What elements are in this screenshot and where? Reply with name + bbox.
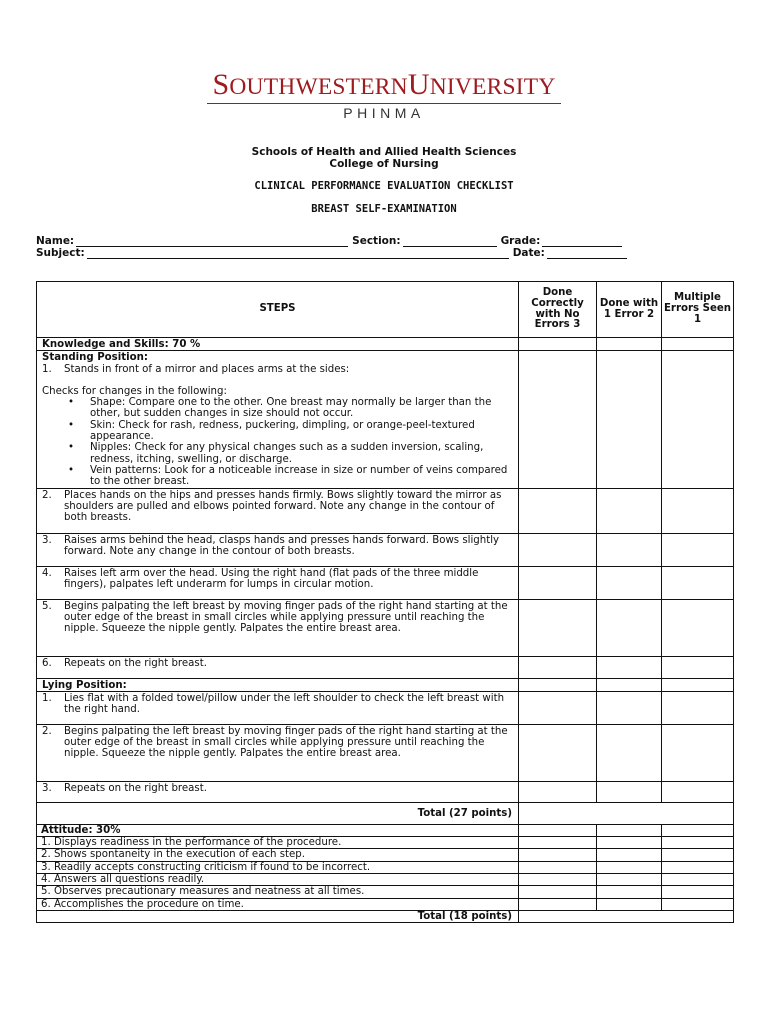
attitude-item: 5. Observes precautionary measures and neatness at all times.: [37, 886, 519, 898]
knowledge-skills-heading: Knowledge and Skills: 70 %: [37, 338, 519, 351]
table-row: [37, 566, 734, 599]
step-text: Stands in front of a mirror and places arms at the sides:: [64, 363, 350, 375]
lying-step-3: 3. Repeats on the right breast.: [37, 781, 519, 802]
score-cell-1[interactable]: [662, 338, 734, 351]
table-row: [37, 351, 734, 488]
score-cell-3[interactable]: [519, 488, 597, 533]
standing-step-4: 4. Raises left arm over the head. Using the right hand (flat pads of the three middle fingers), palpates left underarm for lumps in circular motion.: [37, 566, 519, 599]
score-cell-2[interactable]: [597, 533, 662, 566]
table-row: [37, 837, 734, 849]
grade-label: Grade:: [500, 235, 541, 247]
attitude-heading: Attitude: 30%: [37, 824, 519, 836]
total-18-score[interactable]: [519, 910, 734, 922]
score-cell-3[interactable]: [519, 874, 597, 886]
logo-divider: [207, 103, 561, 104]
table-row: [37, 533, 734, 566]
lying-position-heading: Lying Position:: [37, 678, 519, 691]
total-row: [37, 802, 734, 824]
section-field[interactable]: [403, 237, 497, 247]
score-cell-3[interactable]: [519, 599, 597, 656]
steps-header: STEPS: [37, 282, 519, 338]
score-cell-1[interactable]: [662, 874, 734, 886]
score-cell-3[interactable]: [519, 781, 597, 802]
score-cell-1[interactable]: [662, 837, 734, 849]
standing-step-1: [37, 351, 519, 488]
table-row: [37, 849, 734, 861]
evaluation-checklist-table: [36, 281, 734, 923]
table-row: [37, 824, 734, 836]
score-cell-1[interactable]: [662, 724, 734, 781]
table-row: [37, 886, 734, 898]
score-cell-1[interactable]: [662, 656, 734, 678]
lying-step-1: 1. Lies flat with a folded towel/pillow under the left shoulder to check the left breast with the right hand.: [37, 691, 519, 724]
standing-step-2: 2. Places hands on the hips and presses hands firmly. Bows slightly toward the mirror as shoulders are pulled and elbows pointed forward. Note any change in the contour of both breasts.: [37, 488, 519, 533]
standing-step-5: 5. Begins palpating the left breast by moving finger pads of the right hand starting at the outer edge of the breast in small circles while applying pressure until reaching the nipple. Squeeze the nipple gently. Palpates the entire breast area.: [37, 599, 519, 656]
date-label: Date:: [512, 247, 545, 259]
standing-step-3: 3. Raises arms behind the head, clasps hands and presses hands forward. Bows slightly forward. Note any change in the contour of both breasts.: [37, 533, 519, 566]
score-cell-2[interactable]: [597, 781, 662, 802]
score-cell-1[interactable]: [662, 599, 734, 656]
score-cell-1[interactable]: [662, 488, 734, 533]
attitude-item: 3. Readily accepts constructing criticism if found to be incorrect.: [37, 861, 519, 873]
score-cell-3[interactable]: [519, 849, 597, 861]
score-cell-3[interactable]: [519, 861, 597, 873]
table-row: [37, 656, 734, 678]
score-cell-1[interactable]: [662, 351, 734, 488]
score-cell-2[interactable]: [597, 566, 662, 599]
done-correctly-header: Done Correctly with No Errors 3: [519, 282, 597, 338]
table-header-row: [37, 282, 734, 338]
score-cell-2[interactable]: [597, 338, 662, 351]
score-cell-3[interactable]: [519, 898, 597, 910]
score-cell-2[interactable]: [597, 351, 662, 488]
score-cell-2[interactable]: [597, 874, 662, 886]
total-27-label: Total (27 points): [37, 802, 519, 824]
attitude-item: 4. Answers all questions readily.: [37, 874, 519, 886]
total-27-score[interactable]: [519, 802, 734, 824]
subject-field[interactable]: [87, 249, 509, 259]
score-cell-2[interactable]: [597, 886, 662, 898]
score-cell-2[interactable]: [597, 898, 662, 910]
table-row: [37, 898, 734, 910]
score-cell-2[interactable]: [597, 724, 662, 781]
one-error-header: Done with 1 Error 2: [597, 282, 662, 338]
score-cell-3[interactable]: [519, 338, 597, 351]
score-cell-3[interactable]: [519, 566, 597, 599]
score-cell-3[interactable]: [519, 724, 597, 781]
table-row: [37, 678, 734, 691]
score-cell-2[interactable]: [597, 824, 662, 836]
total-row: [37, 910, 734, 922]
score-cell-1[interactable]: [662, 781, 734, 802]
checks-intro: Checks for changes in the following:: [42, 385, 227, 397]
score-cell-1[interactable]: [662, 849, 734, 861]
score-cell-3[interactable]: [519, 351, 597, 488]
score-cell-1[interactable]: [662, 886, 734, 898]
grade-field[interactable]: [542, 237, 622, 247]
list-item: • Vein patterns: Look for a noticeable increase in size or number of veins compared to the other breast.: [68, 464, 508, 488]
step-number: 1.: [42, 363, 52, 375]
score-cell-2[interactable]: [597, 656, 662, 678]
university-logo: [203, 68, 565, 121]
name-field[interactable]: [76, 237, 348, 247]
list-item: • Shape: Compare one to the other. One breast may normally be larger than the other, but sudden changes in size should not occur.: [68, 397, 492, 420]
list-item: • Nipples: Check for any physical changes such as a sudden inversion, scaling, redness, itching, swelling, or discharge.: [68, 442, 484, 465]
section-label: Section:: [352, 235, 401, 247]
table-row: [37, 488, 734, 533]
attitude-item: 2. Shows spontaneity in the execution of each step.: [37, 849, 519, 861]
document-title: CLINICAL PERFORMANCE EVALUATION CHECKLIST: [254, 180, 514, 192]
score-cell-1[interactable]: [662, 533, 734, 566]
score-cell-3[interactable]: [519, 837, 597, 849]
table-row: [37, 861, 734, 873]
score-cell-3[interactable]: [519, 678, 597, 691]
score-cell-3[interactable]: [519, 824, 597, 836]
score-cell-2[interactable]: [597, 837, 662, 849]
attitude-item: 6. Accomplishes the procedure on time.: [37, 898, 519, 910]
attitude-item: 1. Displays readiness in the performance of the procedure.: [37, 837, 519, 849]
score-cell-1[interactable]: [662, 566, 734, 599]
score-cell-1[interactable]: [662, 691, 734, 724]
multiple-errors-header: Multiple Errors Seen 1: [662, 282, 734, 338]
table-row: [37, 599, 734, 656]
document-subtitle: BREAST SELF-EXAMINATION: [311, 203, 457, 215]
lying-step-2: 2. Begins palpating the left breast by moving finger pads of the right hand starting at the outer edge of the breast in small circles while applying pressure until reaching the nipple. Squeeze the nipple gently. Palpates the entire breast area.: [37, 724, 519, 781]
table-row: [37, 781, 734, 802]
total-18-label: Total (18 points): [37, 910, 519, 922]
score-cell-2[interactable]: [597, 678, 662, 691]
score-cell-2[interactable]: [597, 599, 662, 656]
college-name: College of Nursing: [329, 158, 439, 170]
table-row: [37, 874, 734, 886]
score-cell-3[interactable]: [519, 533, 597, 566]
table-row: [37, 338, 734, 351]
school-name: Schools of Health and Allied Health Sciences: [251, 146, 517, 158]
standing-step-6: 6. Repeats on the right breast.: [37, 656, 519, 678]
score-cell-1[interactable]: [662, 678, 734, 691]
student-info-fields: [36, 235, 736, 259]
subject-label: Subject:: [36, 247, 85, 259]
score-cell-1[interactable]: [662, 824, 734, 836]
table-row: [37, 724, 734, 781]
score-cell-3[interactable]: [519, 886, 597, 898]
name-label: Name:: [36, 235, 75, 247]
list-item: • Skin: Check for rash, redness, puckering, dimpling, or orange-peel-textured appearance.: [68, 419, 475, 443]
logo-wordmark: SOUTHWESTERNUNIVERSITY: [212, 68, 556, 101]
score-cell-3[interactable]: [519, 656, 597, 678]
date-field[interactable]: [547, 249, 627, 259]
score-cell-1[interactable]: [662, 861, 734, 873]
table-row: [37, 691, 734, 724]
score-cell-2[interactable]: [597, 691, 662, 724]
logo-subtitle: PHINMA: [343, 105, 425, 121]
score-cell-1[interactable]: [662, 898, 734, 910]
score-cell-2[interactable]: [597, 861, 662, 873]
score-cell-3[interactable]: [519, 691, 597, 724]
score-cell-2[interactable]: [597, 849, 662, 861]
score-cell-2[interactable]: [597, 488, 662, 533]
standing-position-heading: Standing Position:: [42, 352, 148, 364]
